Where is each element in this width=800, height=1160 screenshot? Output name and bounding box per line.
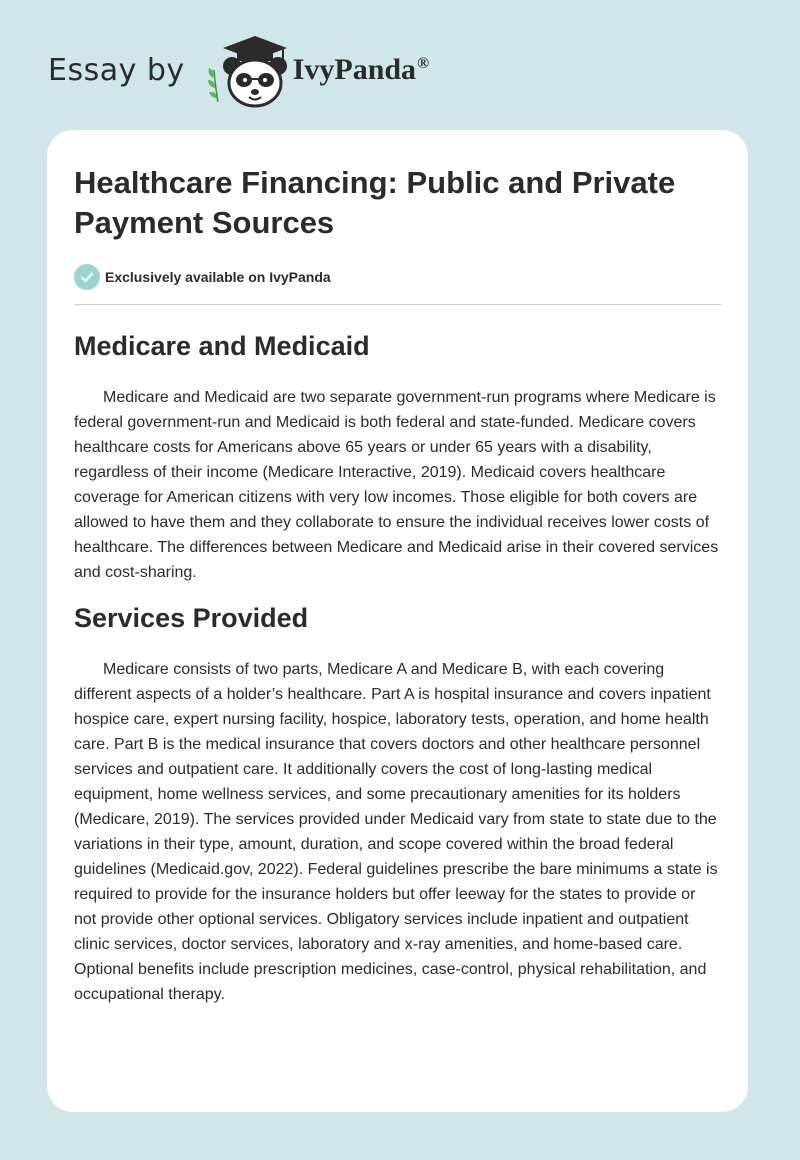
section-paragraph: Medicare consists of two parts, Medicare A and Medicare B, with each covering different aspects of a holder’s healthcare. Part A is hospital insurance and covers inpatient hospice care, expert nursing facility, hospice, laboratory tests, operation, and home health care. Part B is the medical insurance that covers doctors and other healthcare personnel services and outpatient care. It additionally covers the cost of long-lasting medical equipment, home wellness services, and some precautionary amenities for its holders (Medicare, 2019). The services provided under Medicaid vary from state to state due to the variations in their type, amount, duration, and scope covered within the broad federal guidelines (Medicaid.gov, 2022). Federal guidelines prescribe the bare minimums a state is required to provide for the insurance holders but offer leeway for the states to provide or not provide other optional services. Obligatory services include inpatient and outpatient clinic services, doctor services, laboratory and x-ray amenities, and home-based care. Optional benefits include prescription medicines, case-control, physical rehabilitation, and occupational therapy. [74, 661, 718, 1003]
page-title: Healthcare Financing: Public and Private Payment Sources [74, 165, 676, 240]
panda-logo-icon [199, 30, 291, 110]
registered-mark: ® [417, 55, 430, 72]
brand-name: IvyPanda® [292, 53, 430, 86]
section-heading: Services Provided [74, 603, 309, 633]
check-icon [74, 264, 100, 290]
divider [74, 304, 721, 305]
brand-header [48, 30, 429, 110]
section-services-provided [74, 601, 721, 1007]
section-medicare-medicaid [74, 329, 721, 585]
exclusive-badge [74, 263, 721, 291]
section-paragraph: Medicare and Medicaid are two separate government-run programs where Medicare is federal government-run and Medicaid is both federal and state-funded. Medicare covers healthcare costs for Americans above 65 years or under 65 years with a disability, regardless of their income (Medicare Interactive, 2019). Medicaid covers healthcare coverage for American citizens with very low incomes. Those eligible for both covers are allowed to have them and they collaborate to ensure the individual receives lower costs of healthcare. The differences between Medicare and Medicaid arise in their covered services and cost-sharing. [74, 389, 719, 581]
section-heading: Medicare and Medicaid [74, 331, 370, 361]
brand-prefix: Essay by [48, 52, 185, 88]
badge-label: Exclusively available on IvyPanda [105, 269, 331, 285]
article-card [47, 130, 748, 1112]
